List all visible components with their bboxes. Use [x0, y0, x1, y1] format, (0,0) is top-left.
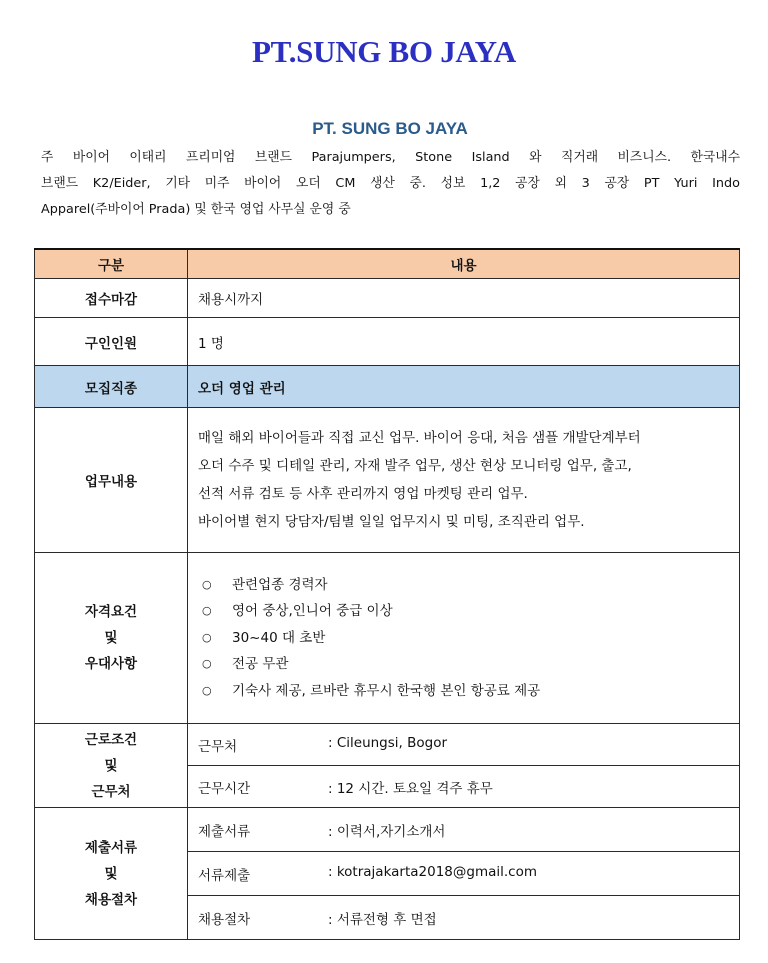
application-value: : 이력서,자기소개서: [328, 823, 446, 840]
table-row: [35, 318, 740, 366]
list-item: [202, 678, 739, 705]
circle-bullet-icon: ○: [202, 683, 212, 697]
application-row: [188, 896, 740, 940]
application-value: : 서류전형 후 면접: [328, 911, 437, 928]
label-line: 근로조건: [84, 731, 138, 748]
duties-line: 선적 서류 검토 등 사후 관리까지 영업 마켓팅 관리 업무.: [198, 486, 528, 502]
table-row: [35, 808, 740, 852]
email-link[interactable]: : kotrajakarta2018@gmail.com: [328, 863, 538, 880]
position-label: 모집직종: [35, 366, 188, 408]
column-header-content: 내용: [188, 249, 740, 279]
table-row: [35, 408, 740, 553]
condition-row: [188, 724, 740, 766]
label-line: 우대사항: [84, 656, 138, 672]
application-key: 서류제출: [198, 867, 251, 884]
position-value: 오더 영업 관리: [188, 366, 740, 408]
qualification-text: 전공 무관: [232, 656, 289, 673]
list-item: [202, 625, 739, 652]
application-key: 채용절차: [198, 911, 251, 928]
headcount-label: 구인인원: [35, 318, 188, 366]
application-row: [188, 852, 740, 896]
condition-value: : Cileungsi, Bogor: [328, 734, 448, 751]
qualifications-content: [188, 553, 740, 724]
table-row: [35, 724, 740, 766]
circle-bullet-icon: ○: [202, 630, 212, 644]
label-line: 채용절차: [84, 891, 138, 908]
qualifications-label: [35, 553, 188, 724]
company-intro: [41, 145, 740, 223]
conditions-label: [35, 724, 188, 808]
application-row: [188, 808, 740, 852]
label-line: 근무처: [91, 783, 131, 800]
page-title: PT.SUNG BO JAYA: [252, 34, 516, 69]
job-posting-table: [34, 248, 740, 940]
company-subtitle: PT. SUNG BO JAYA: [312, 119, 468, 138]
label-line: 및: [104, 630, 118, 646]
duties-label: 업무내용: [35, 408, 188, 553]
application-key: 제출서류: [198, 823, 251, 840]
application-label: [35, 808, 188, 940]
list-item: [202, 651, 739, 678]
list-item: [202, 572, 739, 599]
qualification-text: 기숙사 제공, 르바란 휴무시 한국행 본인 항공료 제공: [232, 682, 541, 699]
condition-row: [188, 766, 740, 808]
headcount-value: 1 명: [188, 318, 740, 366]
table-row: [35, 279, 740, 318]
intro-line: Apparel(주바이어 Prada) 및 한국 영업 사무실 운영 중: [41, 202, 351, 217]
condition-key: 근무시간: [198, 780, 251, 797]
qualification-text: 영어 중상,인니어 중급 이상: [232, 603, 393, 620]
column-header-category: 구분: [35, 249, 188, 279]
intro-line: 주 바이어 이태리 프리미엄 브랜드 Parajumpers, Stone Island 와 직거래 비즈니스. 한국내수: [41, 150, 740, 165]
circle-bullet-icon: ○: [202, 604, 212, 618]
deadline-value: 채용시까지: [188, 279, 740, 318]
qualification-text: 관련업종 경력자: [232, 576, 328, 593]
circle-bullet-icon: ○: [202, 657, 212, 671]
qualifications-list: [188, 554, 739, 723]
table-row: [35, 553, 740, 724]
label-line: 제출서류: [84, 839, 138, 856]
duties-line: 바이어별 현지 당담자/팀별 일일 업무지시 및 미팅, 조직관리 업무.: [198, 514, 585, 530]
deadline-label: 접수마감: [35, 279, 188, 318]
duties-line: 오더 수주 및 디테일 관리, 자재 발주 업무, 생산 현상 모니터링 업무, 출고,: [198, 458, 632, 474]
table-header-row: [35, 249, 740, 279]
duties-content: [188, 408, 740, 553]
condition-value: : 12 시간. 토요일 격주 휴무: [328, 780, 493, 797]
duties-line: 매일 해외 바이어들과 직접 교신 업무. 바이어 응대, 처음 샘플 개발단계부터: [198, 430, 641, 446]
qualification-text: 30~40 대 초반: [232, 629, 326, 646]
list-item: [202, 598, 739, 625]
intro-line: 브랜드 K2/Eider, 기타 미주 바이어 오더 CM 생산 중. 성보 1,2 공장 외 3 공장 PT Yuri Indo: [41, 176, 740, 191]
label-line: 및: [104, 757, 118, 774]
table-row: [35, 366, 740, 408]
label-line: 자격요건: [84, 604, 138, 620]
condition-key: 근무처: [198, 738, 238, 755]
label-line: 및: [104, 865, 118, 882]
circle-bullet-icon: ○: [202, 577, 212, 591]
